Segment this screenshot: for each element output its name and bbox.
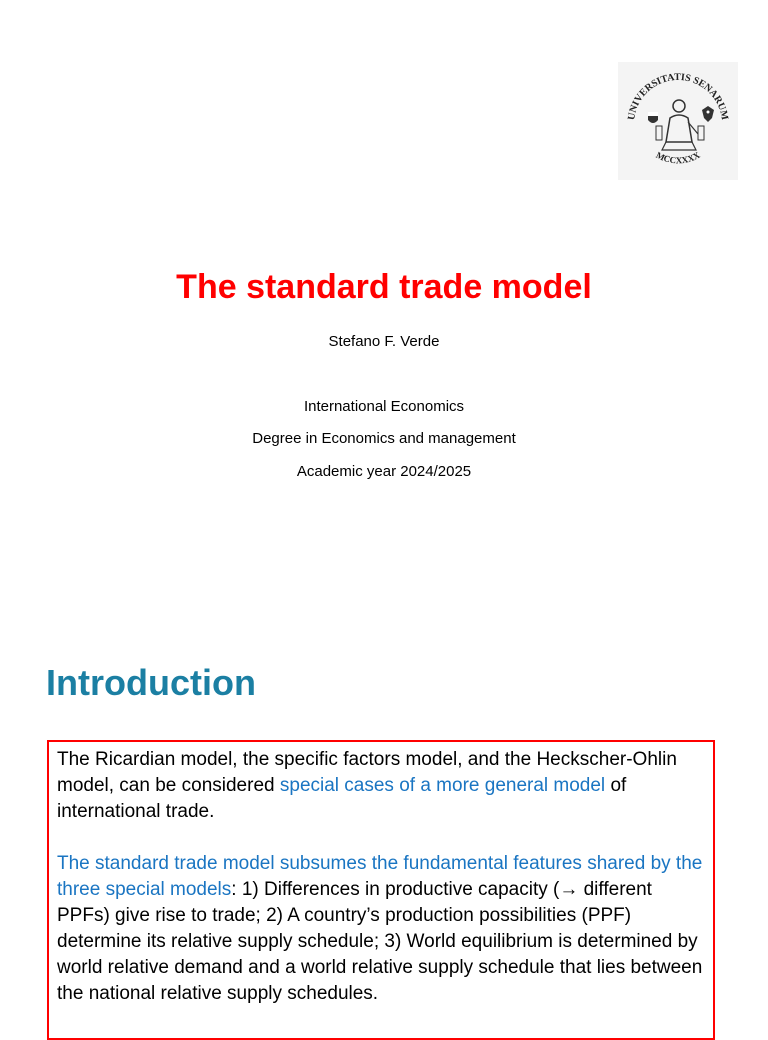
seal-icon <box>618 62 738 180</box>
academic-year: Academic year 2024/2025 <box>296 463 472 480</box>
seal-bottom-text: MCCXXXX <box>654 149 702 166</box>
paragraph-2-highlight: The standard trade model subsumes the fundamental features shared by the three special models <box>57 853 703 900</box>
paragraph-1-text-c: of international trade. <box>57 775 627 822</box>
course-name: International Economics <box>303 398 465 415</box>
paragraph-2-text-b: : 1) Differences in productive capacity (→ different PPFs) give rise to trade; 2) A country’s production possibilities (PPF) determine its relative supply schedule; 3) World equilibrium is determined by world relative demand and a world relative supply schedule that lies between the national relative supply schedules. <box>57 879 703 1004</box>
paragraph-1 <box>57 747 705 825</box>
degree-name: Degree in Economics and management <box>252 430 516 447</box>
intro-text-box <box>47 740 715 1040</box>
university-seal <box>618 62 738 180</box>
section-title: Introduction <box>46 662 256 703</box>
paragraph-1-highlight: special cases of a more general model <box>279 775 606 796</box>
paragraph-1-text-a: The Ricardian model, the specific factors model, and the Heckscher-Ohlin model, can be considered <box>57 749 677 796</box>
paragraph-2 <box>57 851 705 1007</box>
author-name: Stefano F. Verde <box>328 333 440 350</box>
presentation-title: The standard trade model <box>176 268 592 306</box>
seal-top-text: UNIVERSITATIS SENARUM <box>626 71 730 121</box>
